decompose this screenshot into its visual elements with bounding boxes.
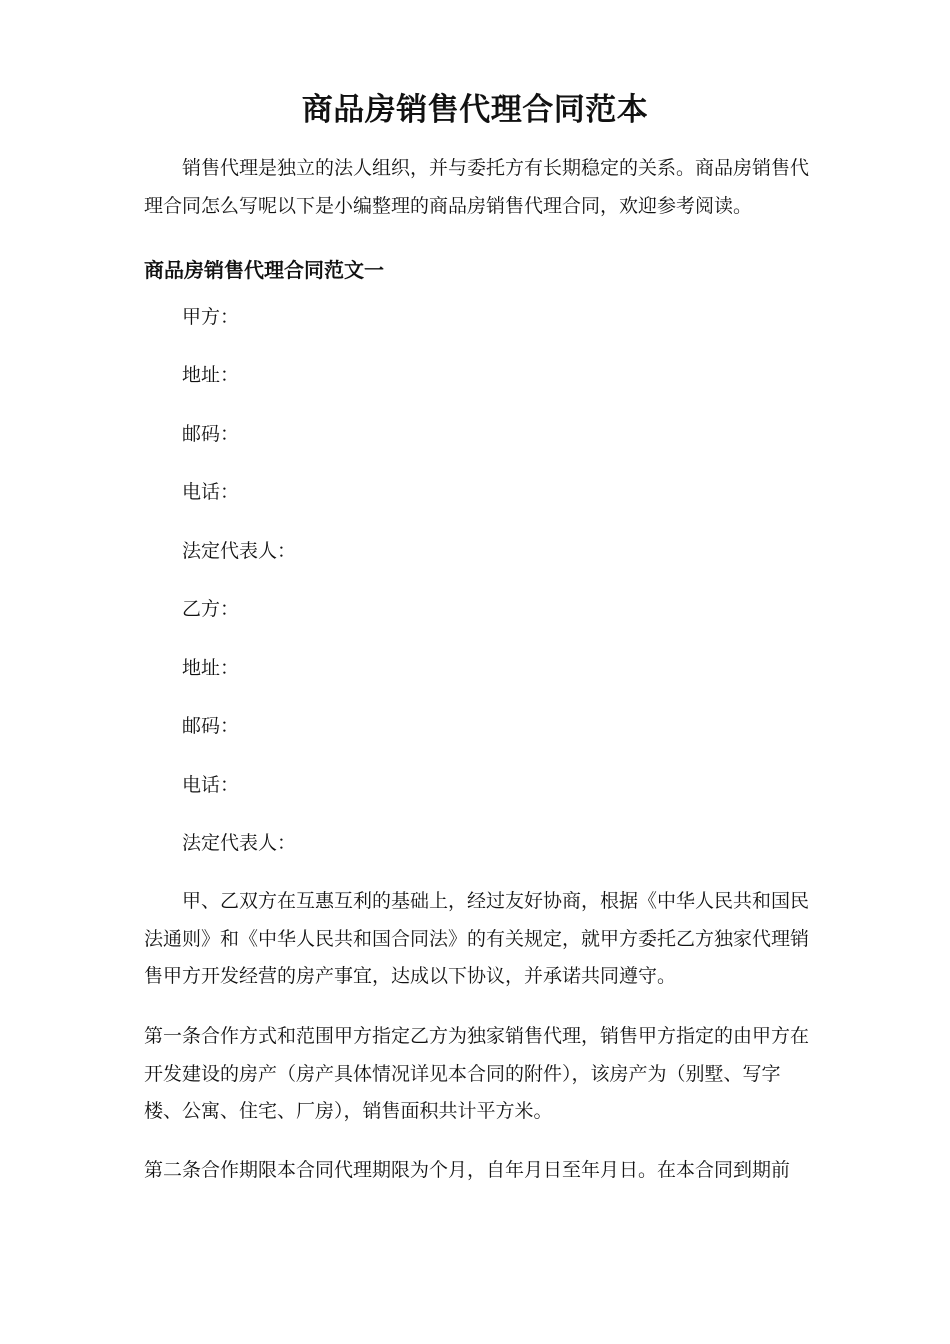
party-a-legal-rep-label: 法定代表人： <box>182 540 297 562</box>
party-a-phone-label: 电话： <box>182 481 240 503</box>
document-title: 商品房销售代理合同范本 <box>301 92 649 128</box>
party-b-label: 乙方： <box>182 598 240 620</box>
article-1-paragraph: 第一条合作方式和范围甲方指定乙方为独家销售代理，销售甲方指定的由甲方在开发建设的房产（房产具体情况详见本合同的附件），该房产为（别墅、写字楼、公寓、住宅、厂房），销售面积共计平方米。 <box>144 1025 810 1122</box>
party-b-phone-label: 电话： <box>182 774 240 796</box>
article-2-paragraph: 第二条合作期限本合同代理期限为个月，自年月日至年月日。在本合同到期前 <box>144 1159 791 1181</box>
party-a-label: 甲方： <box>182 306 240 328</box>
party-b-address-label: 地址： <box>182 657 240 679</box>
section-heading: 商品房销售代理合同范文一 <box>144 258 384 282</box>
preamble-paragraph: 甲、乙双方在互惠互利的基础上，经过友好协商，根据《中华人民共和国民法通则》和《中华人民共和国合同法》的有关规定，就甲方委托乙方独家代理销售甲方开发经营的房产事宜，达成以下协议，并承诺共同遵守。 <box>144 890 810 987</box>
party-a-postcode-label: 邮码： <box>182 423 240 445</box>
intro-paragraph: 销售代理是独立的法人组织，并与委托方有长期稳定的关系。商品房销售代理合同怎么写呢以下是小编整理的商品房销售代理合同，欢迎参考阅读。 <box>144 157 810 217</box>
party-a-address-label: 地址： <box>182 364 240 386</box>
party-b-postcode-label: 邮码： <box>182 715 240 737</box>
party-b-legal-rep-label: 法定代表人： <box>182 832 297 854</box>
